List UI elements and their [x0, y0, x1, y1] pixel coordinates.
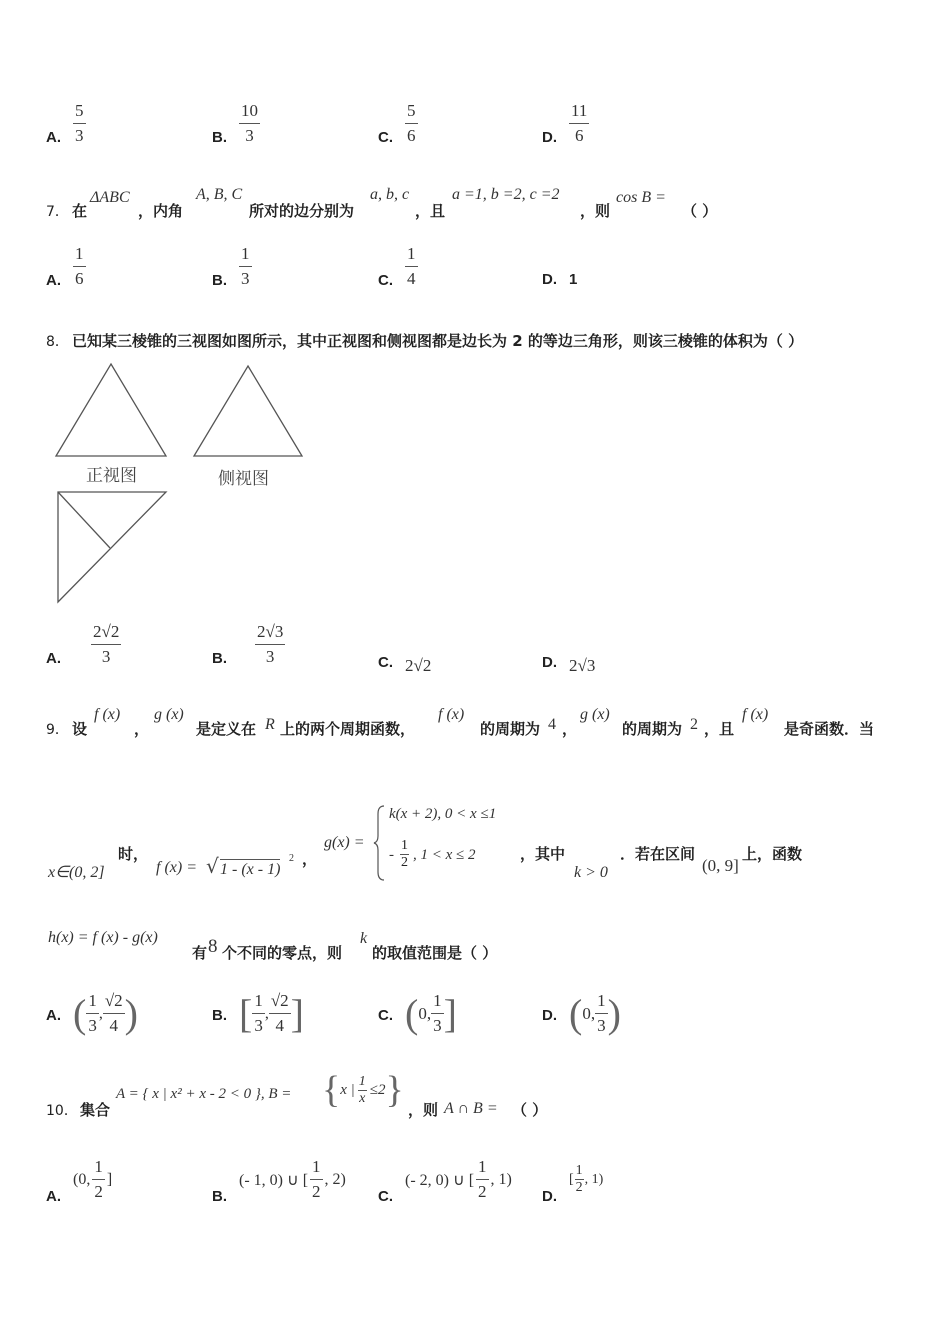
q8-option-a[interactable]: A. $\frac{2√2}{3}$: [46, 622, 120, 667]
fraction: $\frac{1}{2}$: [312, 1157, 321, 1201]
front-view-triangle: [56, 364, 166, 456]
fraction: $\frac{5}{6}$: [407, 101, 416, 145]
fraction: $\frac{11}{6}$: [571, 101, 588, 145]
set-b: { x | $\frac{1}{x}$ ≤2 }: [322, 1069, 404, 1111]
fraction: $\frac{1}{3}$: [88, 991, 97, 1035]
fraction: $\frac{1}{3}$: [254, 991, 263, 1035]
side-view-caption: 侧视图: [218, 469, 269, 489]
q10-option-c[interactable]: C. (- 2, 0) ∪ [ $\frac{1}{2}$ , 1): [378, 1157, 512, 1205]
q10-option-a[interactable]: A. (0, $\frac{1}{2}$ ]: [46, 1157, 113, 1205]
fraction: $\frac{1}{2}$: [478, 1157, 487, 1201]
fraction: 1 2: [575, 1163, 583, 1195]
cases-brace: [374, 804, 386, 882]
fraction: $\frac{1}{4}$: [407, 244, 416, 288]
q6-option-b[interactable]: B. $\frac{10}{3}$: [212, 101, 258, 146]
question-number: 9．: [46, 722, 69, 738]
fraction: $\frac{1}{2}$: [94, 1157, 103, 1201]
q7-option-c[interactable]: C. $\frac{1}{4}$: [378, 244, 416, 289]
top-view-line: [58, 492, 110, 548]
fraction: $\frac{√2}{4}$: [104, 991, 123, 1035]
q8-option-d[interactable]: D. 2√3: [542, 653, 596, 675]
fraction: $\frac{1}{3}$: [433, 991, 442, 1035]
q8-option-b[interactable]: B. $\frac{2√3}{3}$: [212, 622, 284, 667]
fraction: $\frac{2√3}{3}$: [257, 622, 284, 666]
q6-option-a[interactable]: A. $\frac{5}{3}$: [46, 101, 84, 146]
q10-option-d[interactable]: D. [ 1 2 , 1): [542, 1163, 604, 1205]
q6-option-d[interactable]: D. $\frac{11}{6}$: [542, 101, 588, 146]
fraction: $\frac{√2}{4}$: [270, 991, 289, 1035]
fraction: $\frac{10}{3}$: [241, 101, 258, 145]
q9-option-a[interactable]: A. ( $\frac{1}{3}$ , $\frac{√2}{4}$ ): [46, 991, 138, 1036]
fraction: $\frac{5}{3}$: [75, 101, 84, 145]
q7-option-d[interactable]: D. 1: [542, 271, 578, 288]
fraction: $\frac{2√2}{3}$: [93, 622, 120, 666]
fraction: $\frac{1}{3}$: [241, 244, 250, 288]
q6-option-c[interactable]: C. $\frac{5}{6}$: [378, 101, 416, 146]
q9-option-b[interactable]: B. [ $\frac{1}{3}$ , $\frac{√2}{4}$ ]: [212, 991, 304, 1036]
q10-option-b[interactable]: B. (- 1, 0) ∪ [ $\frac{1}{2}$ , 2): [212, 1157, 346, 1205]
side-view-triangle: [194, 366, 302, 456]
front-view-caption: 正视图: [86, 466, 137, 486]
question-number: 10．: [46, 1103, 78, 1119]
fraction: $\frac{1}{3}$: [597, 991, 606, 1035]
q9-option-c[interactable]: C. ( 0, $\frac{1}{3}$ ]: [378, 991, 457, 1036]
q8-option-c[interactable]: C. 2√2: [378, 653, 432, 675]
q9-option-d[interactable]: D. ( 0, $\frac{1}{3}$ ): [542, 991, 621, 1036]
fraction: $\frac{1}{6}$: [75, 244, 84, 288]
question-number: 7．: [46, 204, 69, 220]
fraction: $\frac{1}{x}$: [358, 1073, 366, 1106]
q7-option-a[interactable]: A. $\frac{1}{6}$: [46, 244, 84, 289]
q7-option-b[interactable]: B. $\frac{1}{3}$: [212, 244, 250, 289]
sqrt-sign: √: [206, 854, 219, 878]
question-number: 8．: [46, 334, 69, 350]
fraction: 1 2: [401, 838, 408, 870]
